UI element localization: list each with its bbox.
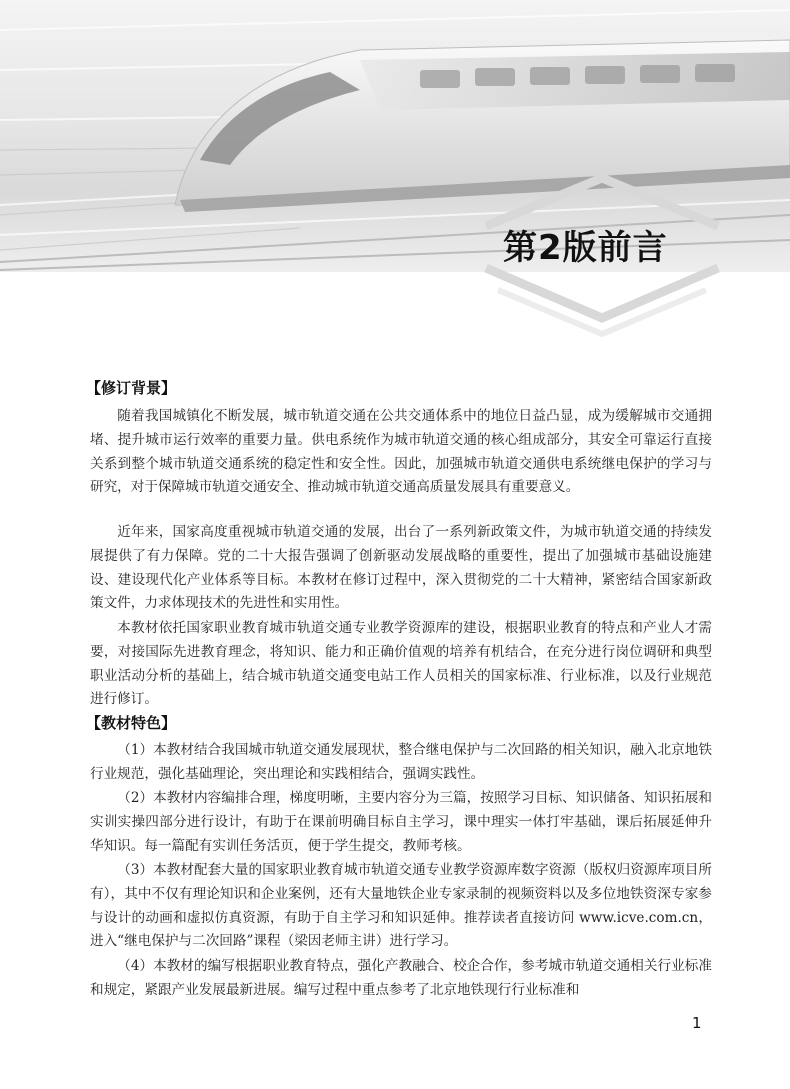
section-heading-revision-background: 【修订背景】 [86,379,177,397]
paragraph: 随着我国城镇化不断发展，城市轨道交通在公共交通体系中的地位日益凸显，成为缓解城市交通拥堵、提升城市运行效率的重要力量。供电系统作为城市轨道交通的核心组成部分，其安全可靠运行直接关系到整个城市轨道交通系统的稳定性和安全性。因此，加强城市轨道交通供电系统继电保护的学习与研究，对于保障城市轨道交通安全、推动城市轨道交通高质量发展具有重要意义。 [90,408,712,496]
paragraph: （4）本教材的编写根据职业教育特点，强化产教融合、校企合作，参考城市轨道交通相关行业标准和规定，紧跟产业发展最新进展。编写过程中重点参考了北京地铁现行行业标准和 [90,958,712,998]
paragraph: 本教材依托国家职业教育城市轨道交通专业教学资源库的建设，根据职业教育的特点和产业人才需要，对接国际先进教育理念，将知识、能力和正确价值观的培养有机结合，在充分进行岗位调研和典型职业活动分析的基础上，结合城市轨道交通变电站工作人员相关的国家标准、行业标准，以及行业规范进行修订。 [90,620,712,708]
page-number: 1 [692,1014,702,1032]
section-heading-textbook-features: 【教材特色】 [86,714,177,732]
paragraph: （2）本教材内容编排合理，梯度明晰，主要内容分为三篇，按照学习目标、知识储备、知识拓展和实训实操四部分进行设计，有助于在课前明确目标自主学习，课中理实一体打牢基础，课后拓展延伸升华知识。每一篇配有实训任务活页，便于学生提交，教师考核。 [90,790,712,854]
paragraph: 近年来，国家高度重视城市轨道交通的发展，出台了一系列新政策文件，为城市轨道交通的持续发展提供了有力保障。党的二十大报告强调了创新驱动发展战略的重要性，提出了加强城市基础设施建设、建设现代化产业体系等目标。本教材在修订过程中，深入贯彻党的二十大精神，紧密结合国家新政策文件，力求体现技术的先进性和实用性。 [90,524,712,612]
paragraph: （3）本教材配套大量的国家职业教育城市轨道交通专业教学资源库数字资源（版权归资源库项目所有），其中不仅有理论知识和企业案例，还有大量地铁企业专家录制的视频资料以及多位地铁资深专家参与设计的动画和虚拟仿真资源，有助于自主学习和知识延伸。推荐读者直接访问 www.icve.com.cn，进入“继电保护与二次回路”课程（梁因老师主讲）进行学习。 [90,862,712,950]
chevron-decoration [0,0,790,340]
paragraph: （1）本教材结合我国城市轨道交通发展现状，整合继电保护与二次回路的相关知识，融入北京地铁行业规范，强化基础理论，突出理论和实践相结合，强调实践性。 [90,742,712,782]
page-title: 第2版前言 [503,228,668,268]
